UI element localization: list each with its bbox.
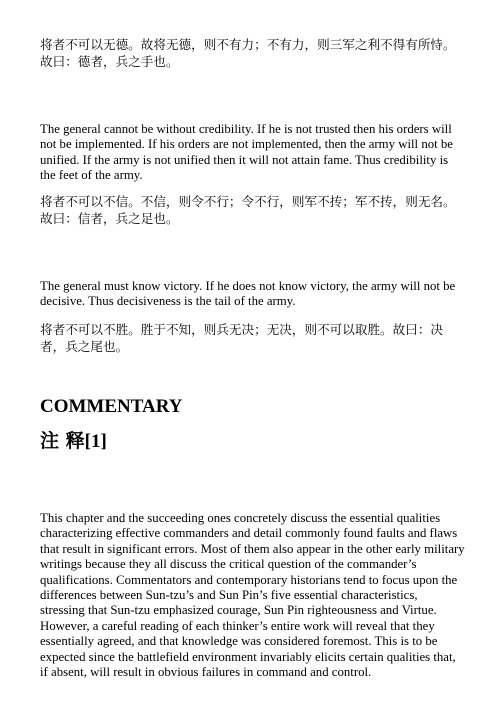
chinese-paragraph-victory: 将者不可以不胜。胜于不知，则兵无决；无决，则不可以取胜。故曰：决者，兵之尾也。 bbox=[40, 322, 443, 354]
english-paragraph-credibility: The general cannot be without credibility. If he is not trusted then his orders will not be implemented. If his orders are not implemented, then the army will not be unified. If the army is not unified then it will not attain fame. Thus credibility is the feet of the army. bbox=[40, 122, 453, 183]
commentary-heading-chinese bbox=[40, 429, 107, 454]
footnote-reference: [1] bbox=[84, 431, 107, 452]
english-paragraph-victory: The general must know victory. If he does not know victory, the army will not be decisive. Thus decisiveness is the tail of the army. bbox=[40, 279, 456, 309]
chinese-paragraph-credibility: 将者不可以不信。不信，则令不行；令不行，则军不抟；军不抟，则无名。故曰：信者，兵之足也。 bbox=[40, 194, 456, 226]
commentary-heading-chinese-text: 注 释 bbox=[40, 430, 85, 452]
commentary-heading: COMMENTARY bbox=[40, 396, 183, 417]
chinese-paragraph-virtue: 将者不可以无德。故将无德，则不有力；不有力，则三军之利不得有所恃。故曰：德者，兵之手也。 bbox=[40, 37, 456, 69]
commentary-body: This chapter and the succeeding ones concretely discuss the essential qualities characterizing effective commanders and detail commonly found faults and flaws that result in significant errors. Most of them also appear in the other early military writings because they all discuss the critical question of the commander’s qualifications. Commentators and contemporary historians tend to focus upon the differences between Sun-tzu’s and Sun Pin’s five essential characteristics, stressing that Sun-tzu emphasized courage, Sun Pin righteousness and Virtue. However, a careful reading of each thinker’s entire work will reveal that they essentially agreed, and that knowledge was considered foremost. This is to be expected since the battlefield environment invariably elicits certain qualities that, if absent, will result in obvious failures in command and control. bbox=[40, 511, 465, 680]
